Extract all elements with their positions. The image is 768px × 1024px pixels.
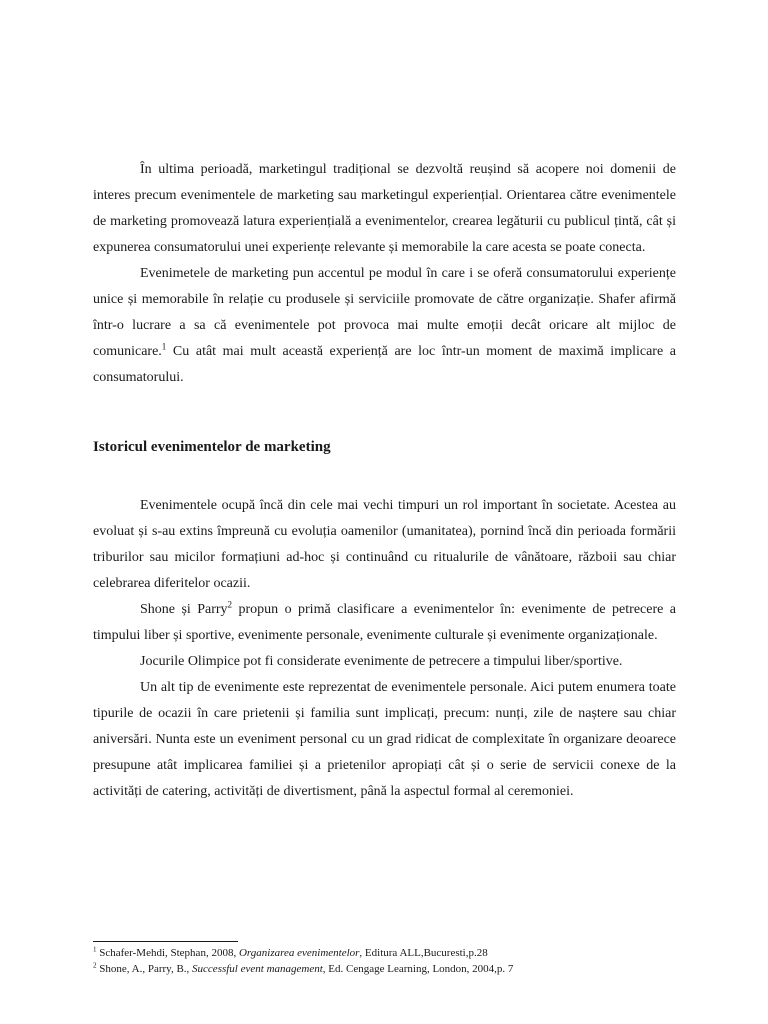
footnote-reference[interactable]: 2 (227, 599, 233, 610)
footnote-reference[interactable]: 1 (161, 341, 167, 352)
footnote-1 (93, 945, 676, 961)
footnote-title: Organizarea evenimentelor (238, 947, 360, 959)
paragraph-history-4: Un alt tip de evenimente este reprezentat de evenimentele personale. Aici putem enumera toate tipurile de ocazii în care prietenii și familia sunt implicați, precum: nunți, zile de naștere sau chiar aniversări. Nunta este un eveniment personal cu un grad ridicat de complexitate în organizare deoarece presupune atât implicarea familiei și a prietenilor apropiați cât și o serie de servicii conexe de la activități de catering, activități de divertisment, până la aspectul formal al ceremoniei. (93, 680, 676, 799)
paragraph-text: Cu atât mai mult această experiență are loc într-un moment de maximă implicare a consumatorului. (93, 344, 676, 385)
paragraph-text: Evenimetele de marketing pun accentul pe modul în care i se oferă consumatorului experiențe unice și memorabile în relație cu produsele și serviciile promovate de către organizație. Shafer afirmă într-o lucrare a sa că evenimentele pot provoca mai multe emoții decât oricare alt mijloc de comunicare. (93, 266, 676, 359)
footnotes (93, 945, 676, 977)
footnote-number: 2 (93, 961, 97, 970)
footnote-number: 1 (93, 945, 97, 954)
paragraph-text: Shone și Parry (140, 602, 228, 617)
footnote-text: Schafer-Mehdi, Stephan, 2008, (99, 947, 239, 959)
footnote-title: Successful event management (192, 963, 323, 975)
paragraph-history-2 (93, 597, 676, 649)
paragraph-intro-1: În ultima perioadă, marketingul tradițional se dezvoltă reușind să acopere noi domenii de interes precum evenimentele de marketing sau marketingul experiențial. Orientarea către evenimentele de marketing promovează latura experiențială a evenimentelor, crearea legăturii cu publicul țintă, cât și expunerea consumatorului unei experiențe relevante și memorabile la care acesta se poate conecta. (93, 162, 676, 255)
footnote-text: , Ed. Cengage Learning, London, 2004,p. 7 (322, 963, 514, 975)
paragraph-history-3: Jocurile Olimpice pot fi considerate evenimente de petrecere a timpului liber/sportive. (140, 654, 623, 669)
paragraph-history-1: Evenimentele ocupă încă din cele mai vechi timpuri un rol important în societate. Acestea au evoluat și s-au extins împreună cu evoluția oamenilor (umanitatea), pornind încă din perioada formării triburilor sau micilor formațiuni ad-hoc și continuând cu ritualurile de vânătoare, războii sau chiar celebrarea diferitelor ocazii. (93, 498, 676, 591)
paragraph-intro-2 (93, 261, 676, 391)
footnote-text: Shone, A., Parry, B., (99, 963, 193, 975)
section-heading: Istoricul evenimentelor de marketing (93, 439, 331, 455)
footnote-2 (93, 961, 676, 977)
paragraph-text: propun o primă clasificare a evenimentelor în: evenimente de petrecere a timpului liber și sportive, evenimente personale, evenimente culturale și evenimente organizaționale. (93, 602, 676, 643)
footnote-text: , Editura ALL,Bucuresti,p.28 (359, 947, 488, 959)
document-body (93, 157, 676, 805)
footnote-separator (93, 941, 238, 942)
